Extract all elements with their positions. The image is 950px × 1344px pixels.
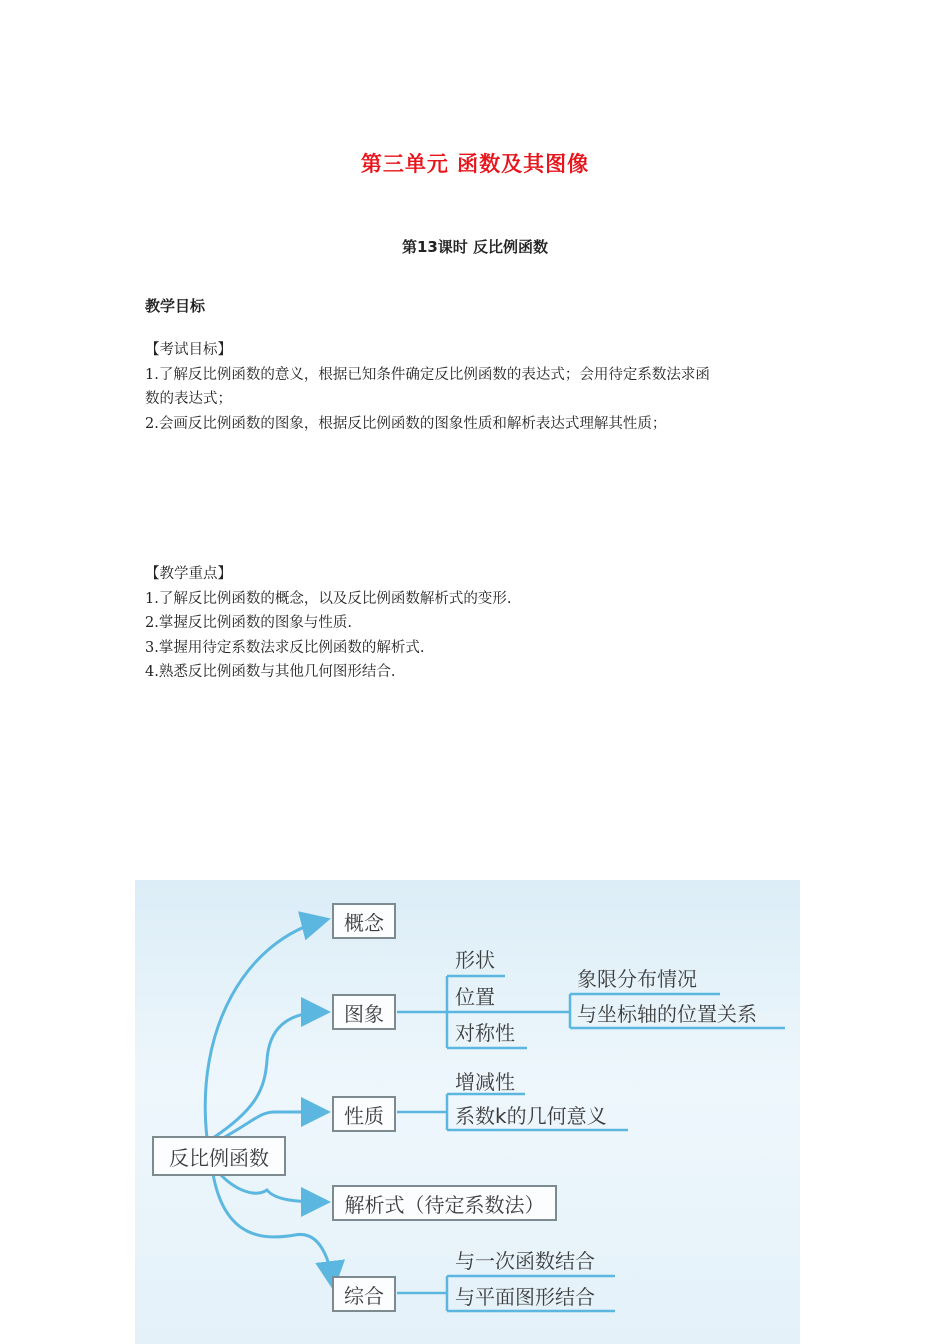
- root-label: 反比例函数: [169, 1145, 269, 1170]
- formula-label: 解析式（待定系数法）: [344, 1192, 545, 1217]
- mind-map: [135, 880, 800, 1344]
- formula-node: [332, 1185, 557, 1221]
- leaf-symmetry: 对称性: [455, 1021, 515, 1045]
- unit-title: 第三单元 函数及其图像: [360, 152, 590, 176]
- lesson-title: 第13课时 反比例函数: [401, 238, 549, 256]
- leaf-monotonicity: 增减性: [455, 1070, 515, 1094]
- leaf-linear-combo: 与一次函数结合: [455, 1249, 595, 1273]
- property-node: [332, 1096, 396, 1132]
- arrow-to-property: [223, 1112, 325, 1138]
- leaf-plane-combo: 与平面图形结合: [455, 1285, 595, 1309]
- focus-item: 4.熟悉反比例函数与其他几何图形结合.: [145, 664, 396, 680]
- exam-goal-line: 2.会画反比例函数的图象，根据反比例函数的图象性质和解析表达式理解其性质；: [145, 415, 667, 432]
- synthesis-label: 综合: [344, 1283, 384, 1308]
- exam-goals-section: [145, 338, 810, 436]
- arrow-to-formula: [220, 1174, 325, 1202]
- focus-item: 2.掌握反比例函数的图象与性质.: [145, 615, 352, 631]
- teaching-focus-section: [145, 562, 810, 685]
- exam-goal-line: 1.了解反比例函数的意义，根据已知条件确定反比例函数的表达式；会用待定系数法求函: [145, 366, 710, 383]
- focus-item: 3.掌握用待定系数法求反比例函数的解析式.: [145, 639, 425, 656]
- concept-node: [332, 903, 396, 939]
- graph-label: 图象: [344, 1001, 384, 1026]
- leaf-k-meaning: 系数k的几何意义: [455, 1104, 607, 1128]
- exam-goal-line: 数的表达式；: [145, 391, 232, 407]
- root-node: [152, 1136, 286, 1176]
- section-heading: 教学目标: [145, 297, 206, 315]
- leaf-quadrant: 象限分布情况: [577, 967, 697, 991]
- exam-goals-label: 【考试目标】: [145, 342, 232, 358]
- leaf-position: 位置: [455, 985, 495, 1009]
- graph-node: [332, 994, 396, 1030]
- focus-item: 1.了解反比例函数的概念，以及反比例函数解析式的变形.: [145, 590, 512, 607]
- property-label: 性质: [344, 1103, 384, 1128]
- arrow-to-synthesis: [213, 1174, 333, 1285]
- leaf-shape: 形状: [455, 948, 495, 972]
- arrow-to-graph: [213, 1012, 325, 1138]
- synthesis-node: [332, 1276, 396, 1312]
- concept-label: 概念: [344, 910, 384, 935]
- teaching-focus-label: 【教学重点】: [145, 566, 232, 582]
- leaf-axis-relation: 与坐标轴的位置关系: [577, 1002, 757, 1026]
- arrow-to-concept: [205, 920, 325, 1138]
